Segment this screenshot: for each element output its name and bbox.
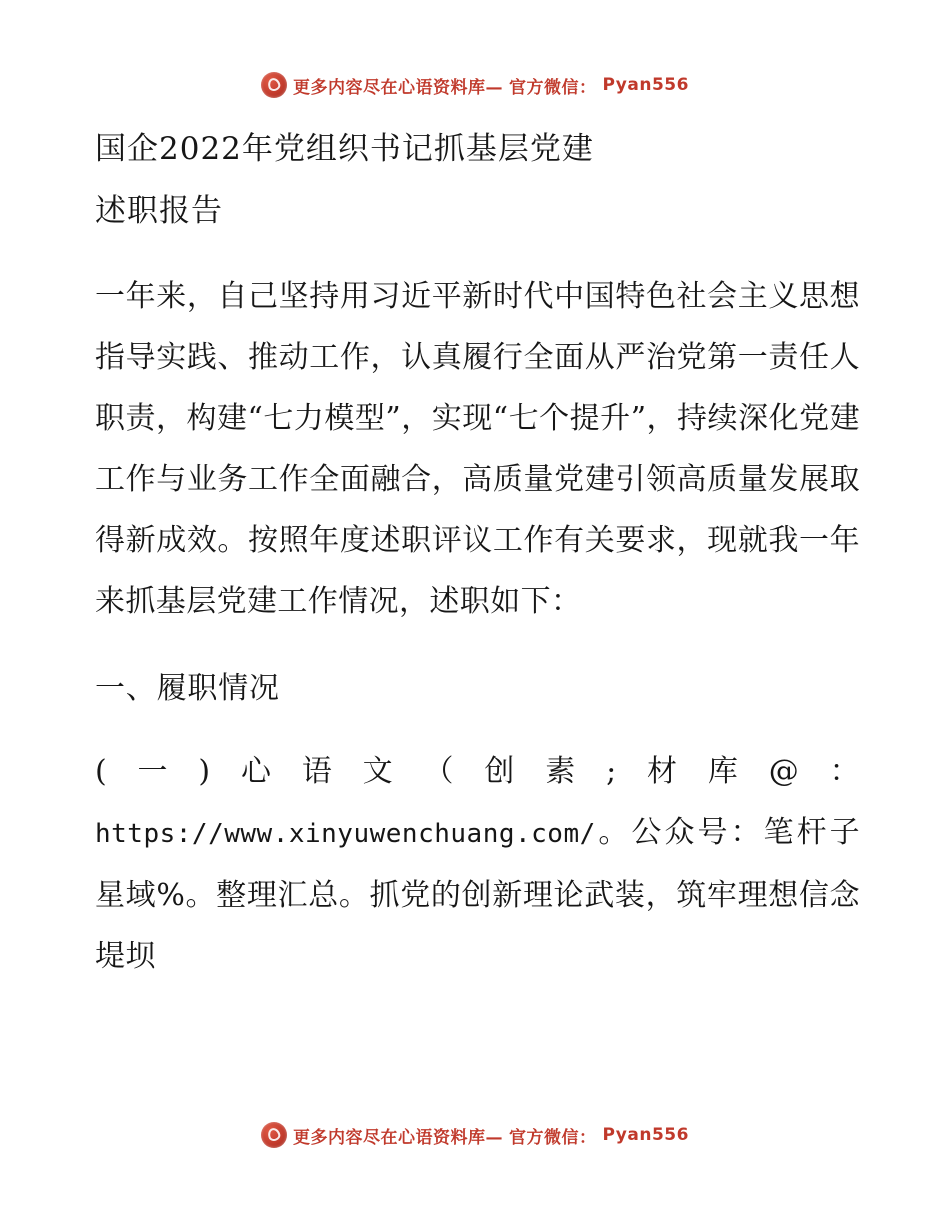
watermark-text: 更多内容尽在心语资料库—: [293, 77, 504, 98]
document-title-line-1: 国企2022年党组织书记抓基层党建: [95, 131, 594, 167]
watermark-wechat-label: 官方微信：: [509, 77, 597, 98]
subsection-prefix: (一)心语文（创素;材库@：: [95, 754, 860, 789]
subsection-paragraph: [95, 741, 860, 987]
watermark-wechat-label: 官方微信：: [509, 1127, 597, 1148]
watermark-text: 更多内容尽在心语资料库—: [293, 1127, 504, 1148]
watermark-wechat-id: Pyan556: [602, 1125, 689, 1145]
section-heading-1: 一、履职情况: [95, 671, 280, 706]
subsection-url-part-1: https://: [95, 819, 225, 849]
document-title-line-2: 述职报告: [95, 193, 223, 229]
circle-leaf-logo-icon: [261, 1122, 287, 1148]
intro-paragraph: 一年来，自己坚持用习近平新时代中国特色社会主义思想指导实践、推动工作，认真履行全面从严治党第一责任人职责，构建“七力模型”，实现“七个提升”，持续深化党建工作与业务工作全面融合，高质量党建引领高质量发展取得新成效。按照年度述职评议工作有关要求，现就我一年来抓基层党建工作情况，述职如下：: [95, 279, 860, 619]
subsection-after-url: 。公众号：笔杆子星域%。整理汇总。抓党的创新理论武装，筑牢理想信念堤坝: [95, 815, 860, 974]
watermark-wechat-id: Pyan556: [602, 75, 689, 95]
circle-leaf-logo-icon: [261, 72, 287, 98]
watermark-top: [0, 72, 950, 98]
document-body: [95, 118, 860, 987]
subsection-url-part-2: www.xinyuwenchuang.com/: [224, 819, 596, 849]
watermark-bottom: [0, 1122, 950, 1148]
